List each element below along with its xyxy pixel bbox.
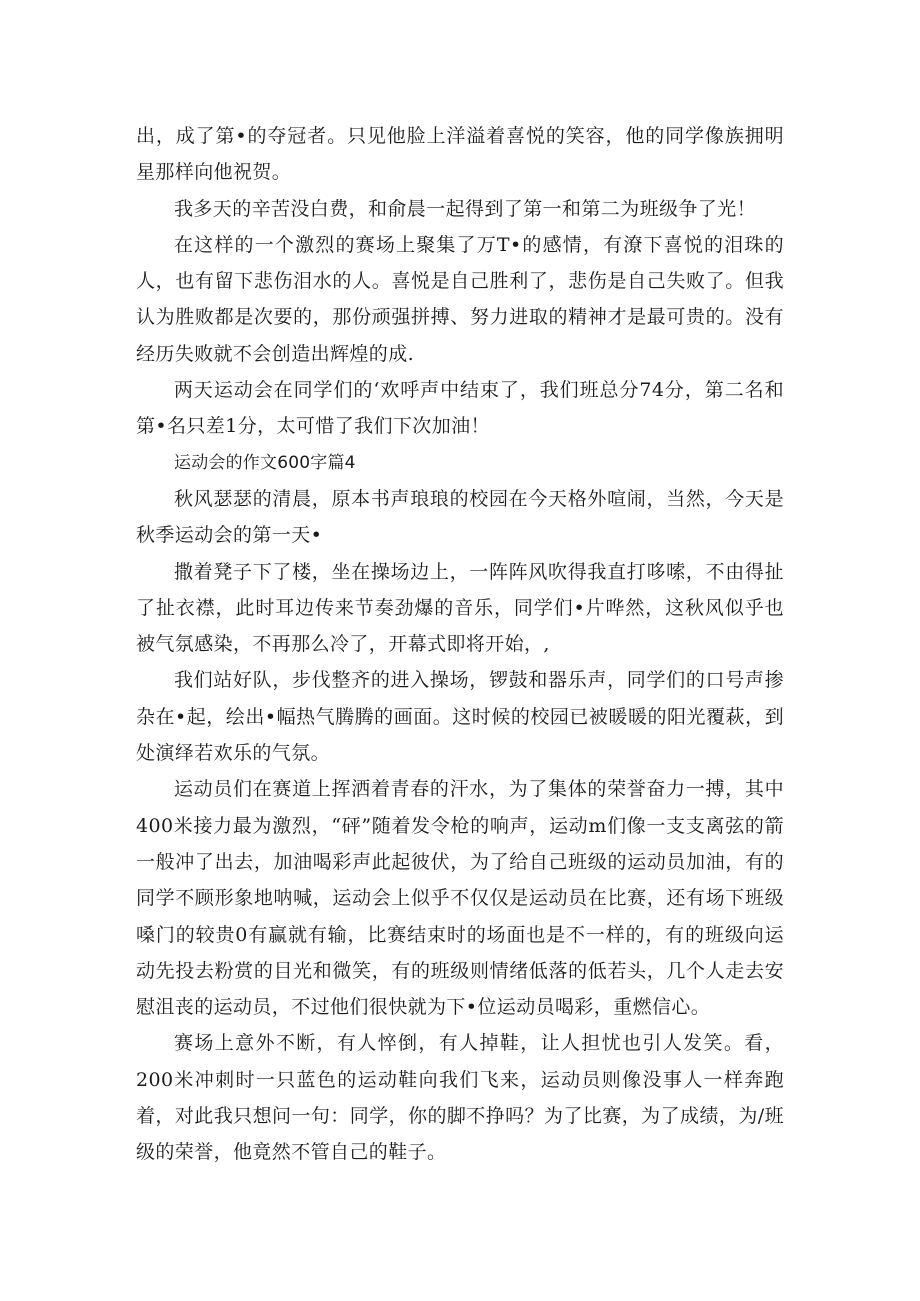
paragraph: 我多天的辛苦没白费，和俞晨一起得到了第一和第二为班级争了光！	[174, 197, 757, 220]
paragraph: 在这样的一个激烈的赛场上聚集了万T•的感情，有潦下喜悦的泪珠的人，也有留下悲伤泪水的人。喜悦是自己胜利了，悲伤是自己失败了。但我认为胜败都是次要的，那份顽强拼搏、努力进取的精神才是最可贵的。没有经历失败就不会创造出辉煌的成.	[136, 233, 784, 365]
paragraph: 我们站好队，步伐整齐的进入操场，锣鼓和器乐声，同学们的口号声掺杂在•起，绘出•幅热气腾腾的画面。这时候的校园已被暖暖的阳光覆萩，到处演绎若欢乐的气氛。	[136, 669, 784, 765]
document-page	[136, 118, 784, 1171]
paragraph: 撒着凳子下了楼，坐在操场边上，一阵阵风吹得我直打哆嗦，不由得扯了扯衣襟，此时耳边传来节奏劲爆的音乐，同学们•片哗然，这秋风似乎也被气氛感染，不再那么冷了，开幕式即将开始，,	[136, 560, 784, 656]
section-heading: 运动会的作文600字篇4	[174, 452, 356, 473]
paragraph: 赛场上意外不断，有人悴倒，有人掉鞋，让人担忧也引人发笑。看，200米冲刺时一只蓝色的运动鞋向我们飞来，运动员则像没事人一样奔跑着，对此我只想问一句：同学，你的脚不挣吗？为了比赛，为了成绩，为/班级的荣誉，他竟然不管自己的鞋子。	[136, 1032, 784, 1164]
paragraph-continuation: 出，成了第•的夺冠者。只见他脸上洋溢着喜悦的笑容，他的同学像族拥明星那样向他祝贺。	[136, 125, 784, 184]
paragraph: 运动员们在赛道上挥洒着青春的汗水，为了集体的荣誉奋力一搏，其中400米接力最为激烈，“砰”随着发令枪的响声，运动m们像一支支离弦的箭一般冲了出去，加油喝彩声此起彼伏，为了给自己班级的运动员加油，有的同学不顾形象地呐喊，运动会上似乎不仅仅是运动员在比赛，还有场下班级嗓门的较贵0有赢就有输，比赛结束时的场面也是不一样的，有的班级向运动先投去粉赏的目光和微笑，有的班级则情绪低落的低若头，几个人走去安慰沮丧的运动员，不过他们很快就为下•位运动员喝彩，重燃信心。	[136, 778, 784, 1019]
paragraph: 秋风瑟瑟的清晨，原本书声琅琅的校园在今天格外喧闹，当然，今天是秋季运动会的第一天•	[136, 487, 784, 547]
paragraph: 两天运动会在同学们的‘欢呼声中结束了，我们班总分74分，第二名和第•名只差1分，太可惜了我们下次加油！	[136, 379, 784, 438]
